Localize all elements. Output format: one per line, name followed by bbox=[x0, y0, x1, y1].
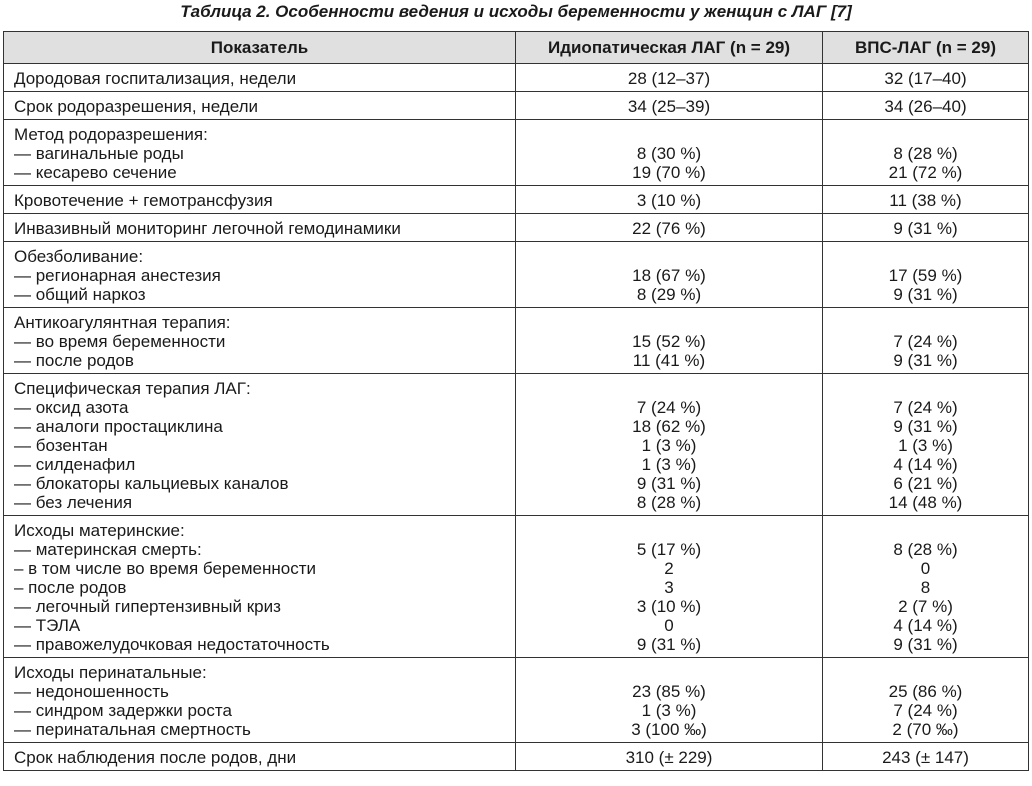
header-indicator: Показатель bbox=[4, 32, 516, 64]
row-title: Кровотечение + гемотрансфузия bbox=[14, 191, 273, 210]
table-caption: Таблица 2. Особенности ведения и исходы беременности у женщин с ЛАГ [7] bbox=[180, 2, 852, 21]
header-idiopathic: Идиопатическая ЛАГ (n = 29) bbox=[516, 32, 823, 64]
chd-value-cell bbox=[823, 64, 1029, 92]
row-title: Дородовая госпитализация, недели bbox=[14, 69, 297, 88]
row-subitem-label: — материнская смерть: bbox=[14, 540, 202, 559]
table-row bbox=[4, 186, 1029, 214]
line-spacer bbox=[823, 379, 1028, 398]
chd-value-cell bbox=[823, 743, 1029, 771]
idiopathic-value: 23 (85 %) bbox=[632, 682, 706, 701]
idiopathic-value: 2 bbox=[664, 559, 674, 578]
idiopathic-value: 19 (70 %) bbox=[632, 163, 706, 182]
idiopathic-value-cell bbox=[516, 120, 823, 186]
idiopathic-value: 8 (28 %) bbox=[636, 493, 702, 512]
idiopathic-value-cell bbox=[516, 658, 823, 743]
line-spacer bbox=[516, 521, 822, 540]
table-row bbox=[4, 64, 1029, 92]
idiopathic-value: 8 (30 %) bbox=[636, 144, 702, 163]
row-subitem-label: — вагинальные роды bbox=[14, 144, 184, 163]
chd-value: 9 (31 %) bbox=[893, 635, 958, 654]
idiopathic-value: 3 (10 %) bbox=[636, 191, 702, 210]
row-subitem-label: — регионарная анестезия bbox=[14, 266, 221, 285]
line-spacer bbox=[516, 125, 822, 144]
chd-value: 21 (72 %) bbox=[888, 163, 963, 182]
chd-value: 7 (24 %) bbox=[893, 332, 958, 351]
indicator-cell bbox=[4, 120, 516, 186]
chd-value: 32 (17–40) bbox=[884, 69, 967, 88]
line-spacer bbox=[516, 663, 822, 682]
chd-value: 25 (86 %) bbox=[888, 682, 963, 701]
indicator-cell bbox=[4, 214, 516, 242]
indicator-cell bbox=[4, 374, 516, 516]
chd-value-cell bbox=[823, 516, 1029, 658]
idiopathic-value: 9 (31 %) bbox=[636, 474, 702, 493]
chd-value-cell bbox=[823, 658, 1029, 743]
chd-value: 7 (24 %) bbox=[893, 398, 958, 417]
chd-value: 243 (± 147) bbox=[882, 748, 969, 767]
idiopathic-value-cell bbox=[516, 516, 823, 658]
indicator-cell bbox=[4, 658, 516, 743]
pregnancy-outcomes-table bbox=[3, 31, 1029, 771]
idiopathic-value-cell bbox=[516, 214, 823, 242]
row-title: Обезболивание: bbox=[14, 247, 144, 266]
idiopathic-value-cell bbox=[516, 374, 823, 516]
row-subitem-label: — аналоги простациклина bbox=[14, 417, 223, 436]
idiopathic-value-cell bbox=[516, 308, 823, 374]
chd-value-cell bbox=[823, 92, 1029, 120]
idiopathic-value-cell bbox=[516, 64, 823, 92]
line-spacer bbox=[823, 125, 1028, 144]
chd-value-cell bbox=[823, 374, 1029, 516]
row-subitem-label: — силденафил bbox=[14, 455, 136, 474]
chd-value: 1 (3 %) bbox=[898, 436, 953, 455]
row-title: Антикоагулянтная терапия: bbox=[14, 313, 231, 332]
chd-value-cell bbox=[823, 120, 1029, 186]
row-title: Инвазивный мониторинг легочной гемодинамики bbox=[14, 219, 401, 238]
chd-value: 2 (70 ‰) bbox=[892, 720, 959, 739]
table-row bbox=[4, 214, 1029, 242]
row-subitem-label: — легочный гипертензивный криз bbox=[14, 597, 281, 616]
chd-value-cell bbox=[823, 242, 1029, 308]
idiopathic-value-cell bbox=[516, 92, 823, 120]
row-subitem-label: — во время беременности bbox=[14, 332, 226, 351]
row-subitem-label: — общий наркоз bbox=[14, 285, 146, 304]
idiopathic-value: 8 (29 %) bbox=[636, 285, 702, 304]
row-subitem-label: — синдром задержки роста bbox=[14, 701, 232, 720]
row-subitem-label: — недоношенность bbox=[14, 682, 169, 701]
table-row bbox=[4, 516, 1029, 658]
chd-value: 9 (31 %) bbox=[893, 417, 958, 436]
idiopathic-value: 1 (3 %) bbox=[641, 455, 697, 474]
row-subitem-label: — правожелудочковая недостаточность bbox=[14, 635, 330, 654]
row-title: Метод родоразрешения: bbox=[14, 125, 208, 144]
line-spacer bbox=[516, 247, 822, 266]
idiopathic-value: 1 (3 %) bbox=[641, 701, 697, 720]
table-row bbox=[4, 374, 1029, 516]
idiopathic-value: 11 (41 %) bbox=[632, 351, 706, 370]
chd-value-cell bbox=[823, 186, 1029, 214]
indicator-cell bbox=[4, 516, 516, 658]
idiopathic-value: 28 (12–37) bbox=[627, 69, 711, 88]
chd-value: 8 (28 %) bbox=[893, 144, 958, 163]
idiopathic-value-cell bbox=[516, 743, 823, 771]
idiopathic-value: 0 bbox=[664, 616, 674, 635]
chd-value: 7 (24 %) bbox=[893, 701, 958, 720]
row-title: Исходы перинатальные: bbox=[14, 663, 207, 682]
idiopathic-value: 3 bbox=[664, 578, 674, 597]
idiopathic-value-cell bbox=[516, 186, 823, 214]
chd-value: 2 (7 %) bbox=[898, 597, 953, 616]
indicator-cell bbox=[4, 308, 516, 374]
idiopathic-value: 310 (± 229) bbox=[625, 748, 713, 767]
idiopathic-value: 18 (67 %) bbox=[632, 266, 706, 285]
row-subitem-label: — без лечения bbox=[14, 493, 133, 512]
chd-value: 4 (14 %) bbox=[893, 455, 958, 474]
row-subitem-label: — кесарево сечение bbox=[14, 163, 177, 182]
chd-value: 17 (59 %) bbox=[888, 266, 963, 285]
indicator-cell bbox=[4, 242, 516, 308]
line-spacer bbox=[823, 247, 1028, 266]
idiopathic-value: 7 (24 %) bbox=[636, 398, 702, 417]
table-row bbox=[4, 120, 1029, 186]
line-spacer bbox=[823, 521, 1028, 540]
idiopathic-value: 34 (25–39) bbox=[627, 97, 711, 116]
row-subitem-label: — после родов bbox=[14, 351, 134, 370]
idiopathic-value: 18 (62 %) bbox=[632, 417, 706, 436]
indicator-cell bbox=[4, 186, 516, 214]
indicator-cell bbox=[4, 92, 516, 120]
table-row bbox=[4, 242, 1029, 308]
row-subitem-label: – после родов bbox=[14, 578, 127, 597]
table-row bbox=[4, 92, 1029, 120]
idiopathic-value: 22 (76 %) bbox=[632, 219, 706, 238]
idiopathic-value-cell bbox=[516, 242, 823, 308]
row-subitem-label: — блокаторы кальциевых каналов bbox=[14, 474, 289, 493]
idiopathic-value: 15 (52 %) bbox=[632, 332, 706, 351]
chd-value: 14 (48 %) bbox=[888, 493, 963, 512]
table-row bbox=[4, 658, 1029, 743]
line-spacer bbox=[823, 313, 1028, 332]
chd-value: 9 (31 %) bbox=[893, 219, 958, 238]
row-title: Специфическая терапия ЛАГ: bbox=[14, 379, 251, 398]
row-subitem-label: – в том числе во время беременности bbox=[14, 559, 316, 578]
chd-value: 8 (28 %) bbox=[893, 540, 958, 559]
row-subitem-label: — оксид азота bbox=[14, 398, 129, 417]
idiopathic-value: 3 (10 %) bbox=[636, 597, 702, 616]
row-subitem-label: — ТЭЛА bbox=[14, 616, 81, 635]
indicator-cell bbox=[4, 743, 516, 771]
table-row bbox=[4, 308, 1029, 374]
indicator-cell bbox=[4, 64, 516, 92]
chd-value: 4 (14 %) bbox=[893, 616, 958, 635]
table-row bbox=[4, 743, 1029, 771]
row-title: Срок наблюдения после родов, дни bbox=[14, 748, 297, 767]
row-subitem-label: — бозентан bbox=[14, 436, 108, 455]
idiopathic-value: 3 (100 ‰) bbox=[631, 720, 707, 739]
line-spacer bbox=[516, 379, 822, 398]
chd-value: 8 bbox=[920, 578, 931, 597]
line-spacer bbox=[516, 313, 822, 332]
chd-value-cell bbox=[823, 214, 1029, 242]
idiopathic-value: 1 (3 %) bbox=[641, 436, 697, 455]
row-title: Срок родоразрешения, недели bbox=[14, 97, 259, 116]
table-header-row bbox=[4, 32, 1029, 64]
chd-value-cell bbox=[823, 308, 1029, 374]
header-chd: ВПС-ЛАГ (n = 29) bbox=[823, 32, 1029, 64]
row-subitem-label: — перинатальная смертность bbox=[14, 720, 251, 739]
idiopathic-value: 9 (31 %) bbox=[636, 635, 702, 654]
table-body bbox=[4, 64, 1029, 771]
idiopathic-value: 5 (17 %) bbox=[636, 540, 702, 559]
row-title: Исходы материнские: bbox=[14, 521, 185, 540]
chd-value: 0 bbox=[920, 559, 931, 578]
chd-value: 9 (31 %) bbox=[893, 285, 958, 304]
line-spacer bbox=[823, 663, 1028, 682]
chd-value: 9 (31 %) bbox=[893, 351, 958, 370]
chd-value: 6 (21 %) bbox=[893, 474, 958, 493]
chd-value: 11 (38 %) bbox=[889, 191, 962, 210]
chd-value: 34 (26–40) bbox=[884, 97, 967, 116]
